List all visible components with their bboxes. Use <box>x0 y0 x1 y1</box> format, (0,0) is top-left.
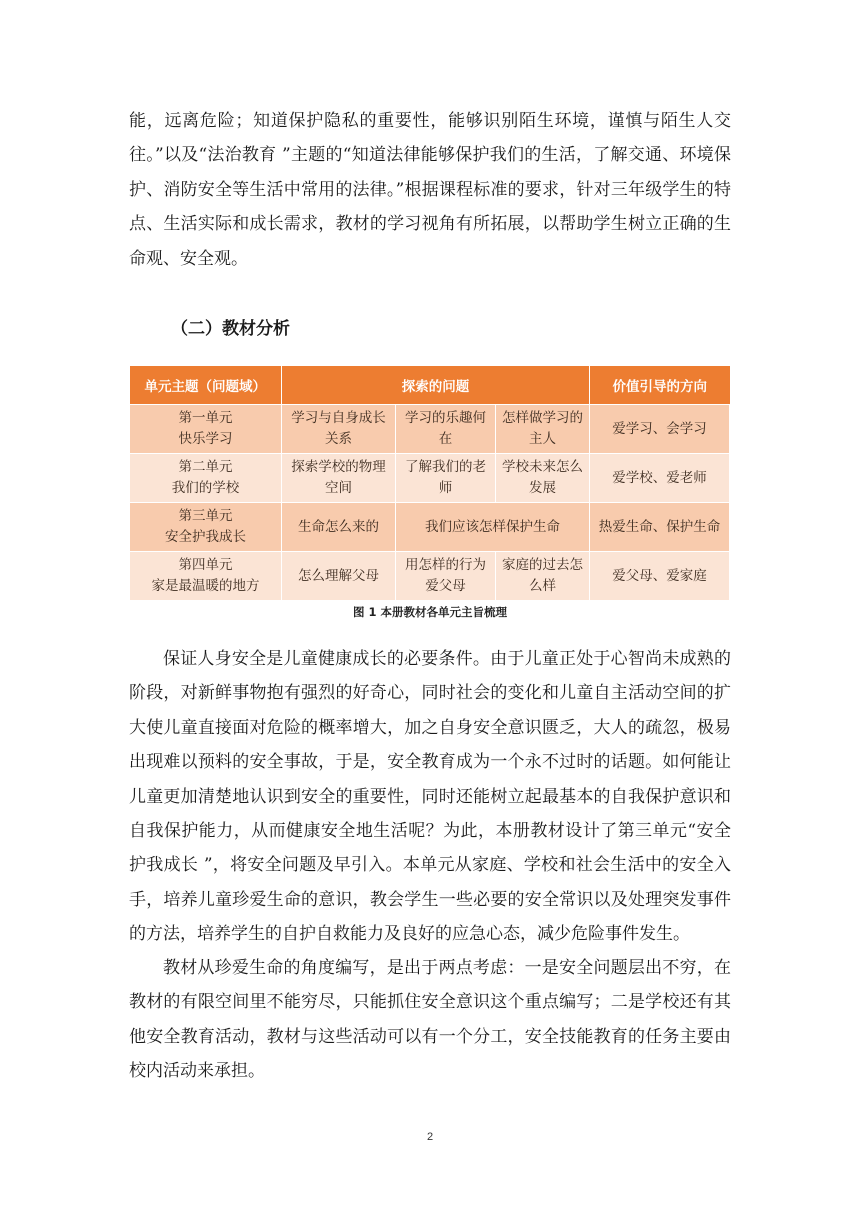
unit-number: 第一单元 <box>178 410 233 426</box>
body-paragraph: 教材从珍爱生命的角度编写，是出于两点考虑：一是安全问题层出不穷，在教材的有限空间里不能穷尽，只能抓住安全意识这个重点编写；二是学校还有其他安全教育活动，教材与这些活动可以有一个分工，安全技能教育的任务主要由校内活动来承担。 <box>129 958 731 1082</box>
question-cell: 了解我们的老师 <box>396 454 496 503</box>
intro-paragraph: 能，远离危险；知道保护隐私的重要性，能够识别陌生环境，谨慎与陌生人交往。”以及“法治教育 ”主题的“知道法律能够保护我们的生活，了解交通、环境保护、消防安全等生活中常用的法律。”根据课程标准的要求，针对三年级学生的特点、生活实际和成长需求，教材的学习视角有所拓展，以帮助学生树立正确的生命观、安全观。 <box>129 111 731 269</box>
unit-theme: 快乐学习 <box>178 431 233 447</box>
question-cell: 怎么理解父母 <box>282 552 396 601</box>
question-cell: 用怎样的行为爱父母 <box>396 552 496 601</box>
value-cell: 爱父母、爱家庭 <box>590 552 730 601</box>
question-cell: 学习的乐趣何在 <box>396 405 496 454</box>
question-cell: 学校未来怎么发展 <box>496 454 590 503</box>
table-row <box>130 454 730 503</box>
table-row <box>130 405 730 454</box>
unit-cell <box>130 503 282 552</box>
unit-cell <box>130 405 282 454</box>
header-value: 价值引导的方向 <box>590 366 730 405</box>
unit-number: 第三单元 <box>178 508 233 524</box>
value-cell: 爱学校、爱老师 <box>590 454 730 503</box>
page-number: 2 <box>426 1131 434 1143</box>
unit-theme: 安全护我成长 <box>165 529 246 545</box>
table-row <box>130 552 730 601</box>
header-questions: 探索的问题 <box>282 366 590 405</box>
figure-caption: 图 1 本册教材各单元主旨梳理 <box>352 605 507 619</box>
body-paragraph: 保证人身安全是儿童健康成长的必要条件。由于儿童正处于心智尚未成熟的阶段，对新鲜事物抱有强烈的好奇心，同时社会的变化和儿童自主活动空间的扩大使儿童直接面对危险的概率增大，加之自身安全意识匮乏，大人的疏忽，极易出现难以预料的安全事故，于是，安全教育成为一个永不过时的话题。如何能让儿童更加清楚地认识到安全的重要性，同时还能树立起最基本的自我保护意识和自我保护能力，从而健康安全地生活呢？为此，本册教材设计了第三单元“安全护我成长 ”，将安全问题及早引入。本单元从家庭、学校和社会生活中的安全入手，培养儿童珍爱生命的意识，教会学生一些必要的安全常识以及处理突发事件的方法，培养学生的自护自救能力及良好的应急心态，减少危险事件发生。 <box>129 649 731 945</box>
unit-theme-table <box>129 366 730 601</box>
unit-number: 第四单元 <box>178 557 233 573</box>
value-cell: 爱学习、会学习 <box>590 405 730 454</box>
question-cell: 探索学校的物理空间 <box>282 454 396 503</box>
unit-theme: 家是最温暖的地方 <box>151 578 260 594</box>
value-cell: 热爱生命、保护生命 <box>590 503 730 552</box>
unit-number: 第二单元 <box>178 459 233 475</box>
question-cell: 怎样做学习的主人 <box>496 405 590 454</box>
section-heading: （二）教材分析 <box>171 319 290 339</box>
table-row <box>130 503 730 552</box>
unit-cell <box>130 454 282 503</box>
question-cell: 我们应该怎样保护生命 <box>396 503 590 552</box>
question-cell: 生命怎么来的 <box>282 503 396 552</box>
unit-cell <box>130 552 282 601</box>
unit-theme: 我们的学校 <box>171 480 240 496</box>
question-cell: 学习与自身成长关系 <box>282 405 396 454</box>
table-header-row <box>130 366 730 405</box>
question-cell: 家庭的过去怎么样 <box>496 552 590 601</box>
header-unit-theme: 单元主题（问题域） <box>130 366 282 405</box>
